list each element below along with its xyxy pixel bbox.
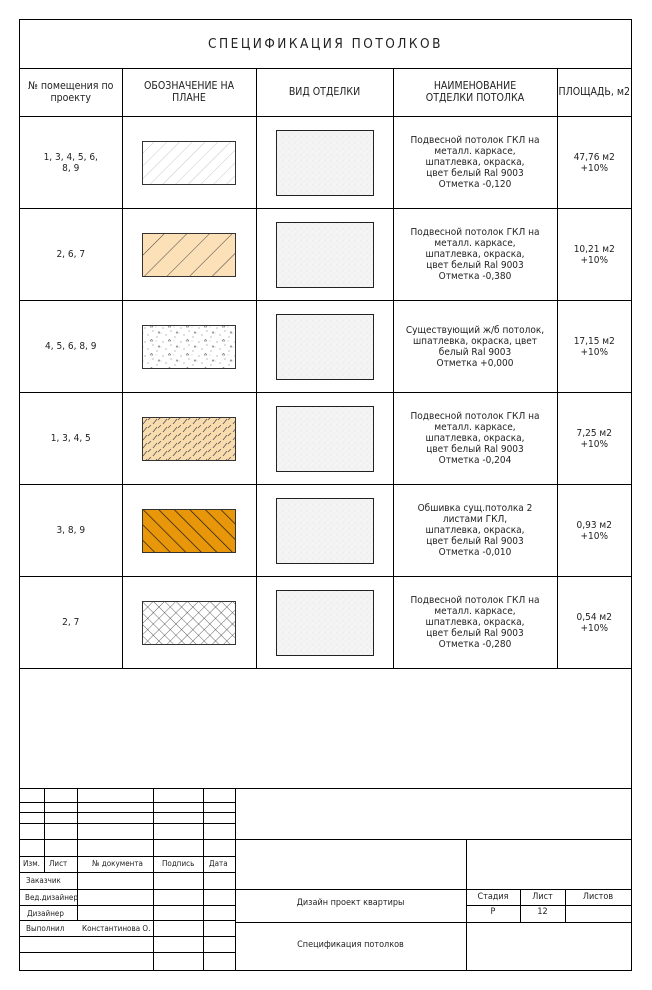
finish-name: Существующий ж/б потолок, шпатлевка, окраска, цвет белый Ral 9003 Отметка +0,000 [393, 301, 557, 393]
room-numbers: 2, 7 [20, 577, 122, 669]
finish-name: Подвесной потолок ГКЛ на металл. каркасе, шпатлевка, окраска, цвет белый Ral 9003 Отметка -0,280 [393, 577, 557, 669]
table-row [20, 117, 631, 209]
table-header-row [20, 68, 631, 117]
finish-swatch [256, 485, 393, 577]
finish-swatch [256, 393, 393, 485]
area-value: 7,25 м2 +10% [557, 393, 631, 485]
stamp-stage: Р [490, 907, 496, 917]
stamp-customer: Заказчик [26, 876, 61, 885]
finish-texture [276, 222, 374, 288]
finish-texture [276, 314, 374, 380]
stamp-performer-name: Константинова О. [82, 924, 151, 933]
finish-swatch [256, 209, 393, 301]
area-value: 47,76 м2 +10% [557, 117, 631, 209]
stamp-lead-designer: Вед.дизайнер [25, 893, 78, 902]
table-row [20, 577, 631, 669]
stamp-designer: Дизайнер [27, 909, 64, 918]
finish-swatch [256, 577, 393, 669]
stamp-signature: Подпись [162, 859, 195, 868]
stamp-list: Лист [49, 859, 68, 868]
finish-name: Обшивка сущ.потолка 2 листами ГКЛ, шпатлевка, окраска, цвет белый Ral 9003 Отметка -0,010 [393, 485, 557, 577]
finish-swatch [256, 117, 393, 209]
area-value: 0,93 м2 +10% [557, 485, 631, 577]
drawing-sheet [19, 19, 632, 971]
header-name: НАИМЕНОВАНИЕ ОТДЕЛКИ ПОТОЛКА [393, 68, 557, 117]
plan-symbol [122, 117, 256, 209]
room-numbers: 4, 5, 6, 8, 9 [20, 301, 122, 393]
stamp-date: Дата [209, 859, 228, 868]
table-row [20, 393, 631, 485]
header-finish: ВИД ОТДЕЛКИ [256, 68, 393, 117]
stamp-doc-no: № документа [92, 859, 143, 868]
finish-texture [276, 590, 374, 656]
hatch-swatch [142, 325, 236, 369]
hatch-swatch [142, 601, 236, 645]
finish-texture [276, 130, 374, 196]
finish-texture [276, 406, 374, 472]
room-numbers: 2, 6, 7 [20, 209, 122, 301]
finish-texture [276, 498, 374, 564]
plan-symbol [122, 301, 256, 393]
ceiling-spec-table [20, 68, 631, 669]
stamp-project: Дизайн проект квартиры [296, 898, 405, 908]
room-numbers: 3, 8, 9 [20, 485, 122, 577]
plan-symbol [122, 393, 256, 485]
hatch-swatch [142, 233, 236, 277]
hatch-swatch [142, 417, 236, 461]
finish-name: Подвесной потолок ГКЛ на металл. каркасе, шпатлевка, окраска, цвет белый Ral 9003 Отметка -0,120 [393, 117, 557, 209]
stamp-sheets-label: Листов [582, 892, 614, 902]
plan-symbol [122, 577, 256, 669]
stamp-sheet-label: Лист [532, 892, 553, 902]
table-row [20, 301, 631, 393]
plan-symbol [122, 485, 256, 577]
table-row [20, 209, 631, 301]
finish-name: Подвесной потолок ГКЛ на металл. каркасе, шпатлевка, окраска, цвет белый Ral 9003 Отметка -0,380 [393, 209, 557, 301]
sheet-title: СПЕЦИФИКАЦИЯ ПОТОЛКОВ [20, 20, 631, 69]
plan-symbol [122, 209, 256, 301]
stamp-izm: Изм. [23, 859, 40, 868]
hatch-swatch [142, 141, 236, 185]
table-row [20, 485, 631, 577]
stamp-sheet-title: Спецификация потолков [297, 940, 404, 950]
stamp-performed: Выполнил [26, 924, 65, 933]
header-room: № помещения по проекту [20, 68, 122, 117]
area-value: 0,54 м2 +10% [557, 577, 631, 669]
hatch-swatch [142, 509, 236, 553]
room-numbers: 1, 3, 4, 5 [20, 393, 122, 485]
room-numbers: 1, 3, 4, 5, 6, 8, 9 [20, 117, 122, 209]
stamp-stage-label: Стадия [477, 892, 509, 902]
stamp-sheet-no: 12 [537, 907, 548, 917]
title-block [20, 788, 631, 971]
area-value: 17,15 м2 +10% [557, 301, 631, 393]
finish-name: Подвесной потолок ГКЛ на металл. каркасе, шпатлевка, окраска, цвет белый Ral 9003 Отметка -0,204 [393, 393, 557, 485]
area-value: 10,21 м2 +10% [557, 209, 631, 301]
header-area: ПЛОЩАДЬ, м2 [557, 68, 631, 117]
finish-swatch [256, 301, 393, 393]
header-plan: ОБОЗНАЧЕНИЕ НА ПЛАНЕ [122, 68, 256, 117]
